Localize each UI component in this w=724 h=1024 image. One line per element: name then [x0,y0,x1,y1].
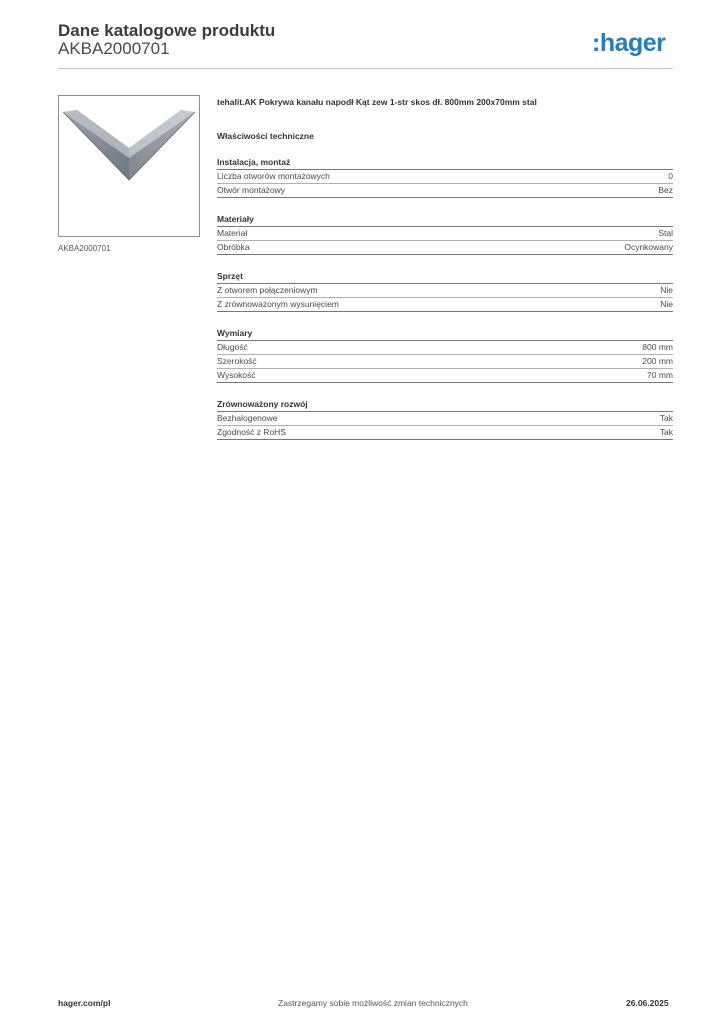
property-row [217,227,673,241]
property-row [217,355,673,369]
property-row [217,241,673,255]
property-value: Nie [660,285,673,295]
property-value: Tak [659,413,673,423]
property-label: Wysokość [217,370,256,380]
properties-section [217,398,673,440]
footer-date: 26.06.2025 [626,998,669,1008]
section-title: Zrównoważony rozwój [217,398,673,412]
product-description: tehalit.AK Pokrywa kanału napodł Kąt zew 1-str skos dł. 800mm 200x70mm stal [217,97,537,107]
product-details [217,96,673,440]
property-value: Bez [658,185,673,195]
property-value: 70 mm [647,370,673,380]
product-code: AKBA2000701 [58,39,170,58]
property-row [217,298,673,312]
header-divider [58,68,673,69]
property-row [217,412,673,426]
image-caption: AKBA2000701 [58,244,111,253]
property-row [217,284,673,298]
section-title: Wymiary [217,327,673,341]
section-title: Instalacja, montaż [217,156,673,170]
section-title: Sprzęt [217,270,673,284]
footer-disclaimer: Zastrzegamy sobie możliwość zmian technicznych [278,998,468,1008]
property-value: Ocynkowany [624,242,673,252]
section-title: Materiały [217,213,673,227]
property-label: Zgodność z RoHS [217,427,286,437]
properties-heading: Właściwości techniczne [217,131,314,141]
logo-text: hager [599,29,666,57]
property-row [217,341,673,355]
property-label: Liczba otworów montażowych [217,171,330,181]
property-value: 200 mm [642,356,673,366]
property-row [217,170,673,184]
property-label: Z otworem połączeniowym [217,285,318,295]
property-label: Z zrównoważonym wysunięciem [217,299,339,309]
footer-website: hager.com/pl [58,998,111,1008]
property-label: Bezhalogenowe [217,413,278,423]
corner-cover-icon [59,96,199,236]
property-value: Nie [660,299,673,309]
properties-sections [217,156,673,440]
properties-section [217,327,673,383]
properties-section [217,156,673,198]
property-value: Tak [659,427,673,437]
hager-logo: :hager [592,29,666,57]
property-value: 800 mm [642,342,673,352]
property-row [217,426,673,440]
property-label: Szerokość [217,356,257,366]
property-row [217,184,673,198]
property-value: Stal [658,228,673,238]
property-label: Długość [217,342,248,352]
properties-section [217,213,673,255]
property-label: Materiał [217,228,248,238]
product-image [58,95,200,237]
page-title: Dane katalogowe produktu [58,21,276,40]
property-label: Obróbka [217,242,250,252]
property-value: 0 [668,171,673,181]
property-label: Otwór montażowy [217,185,286,195]
property-row [217,369,673,383]
properties-section [217,270,673,312]
